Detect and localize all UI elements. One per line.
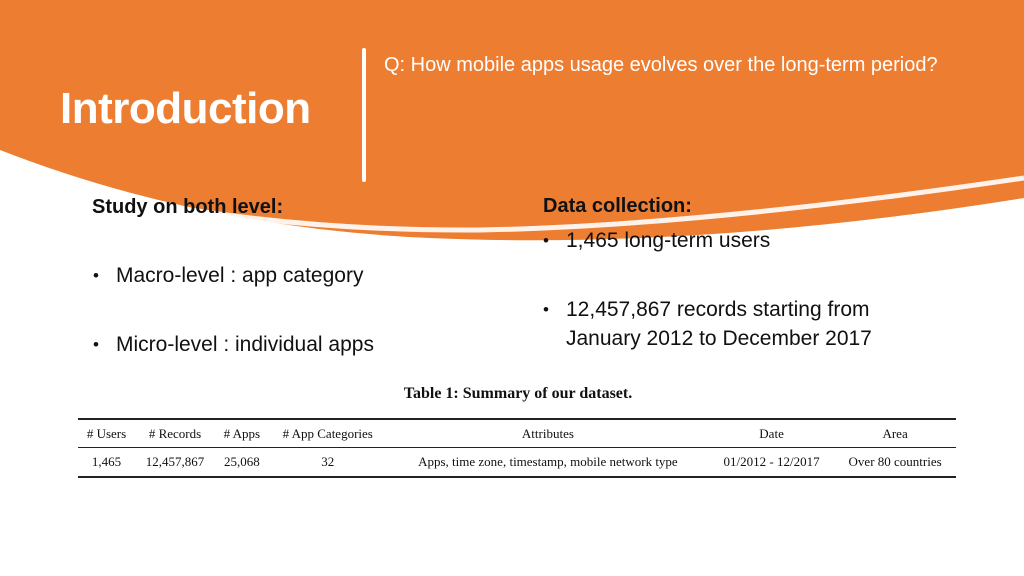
cell-attributes: Apps, time zone, timestamp, mobile network type [387,448,709,478]
cell-area: Over 80 countries [834,448,956,478]
col-header-area: Area [834,419,956,448]
table-header-row [78,419,956,448]
title-divider [362,48,366,182]
study-levels-heading: Study on both level: [92,196,284,218]
col-header-users: # Users [78,419,135,448]
table-caption: Table 1: Summary of our dataset. [403,385,633,402]
research-question: Q: How mobile apps usage evolves over the long-term period? [384,54,938,76]
data-bullet-text: 12,457,867 records starting from January 2012 to December 2017 [566,298,872,350]
col-header-app-categories: # App Categories [269,419,387,448]
cell-date: 01/2012 - 12/2017 [709,448,834,478]
cell-records: 12,457,867 [135,448,215,478]
col-header-records: # Records [135,419,215,448]
bullet-dot: • [543,231,549,250]
data-collection-heading: Data collection: [543,195,692,217]
page-title: Introduction [60,84,311,133]
data-bullet-users [543,226,771,255]
bullet-dot: • [543,300,549,319]
cell-apps: 25,068 [215,448,269,478]
cell-app-categories: 32 [269,448,387,478]
data-bullet-text: 1,465 long-term users [566,229,771,252]
col-header-apps: # Apps [215,419,269,448]
col-header-attributes: Attributes [387,419,709,448]
study-bullet-text: Micro-level : individual apps [116,333,374,356]
table-row [78,448,956,478]
study-bullet-text: Macro-level : app category [116,264,364,287]
study-bullet-micro [93,330,374,359]
bullet-dot: • [93,335,99,354]
study-bullet-macro [93,261,364,290]
cell-users: 1,465 [78,448,135,478]
dataset-summary-table [78,418,956,478]
bullet-dot: • [93,266,99,285]
col-header-date: Date [709,419,834,448]
data-bullet-records [543,295,926,353]
